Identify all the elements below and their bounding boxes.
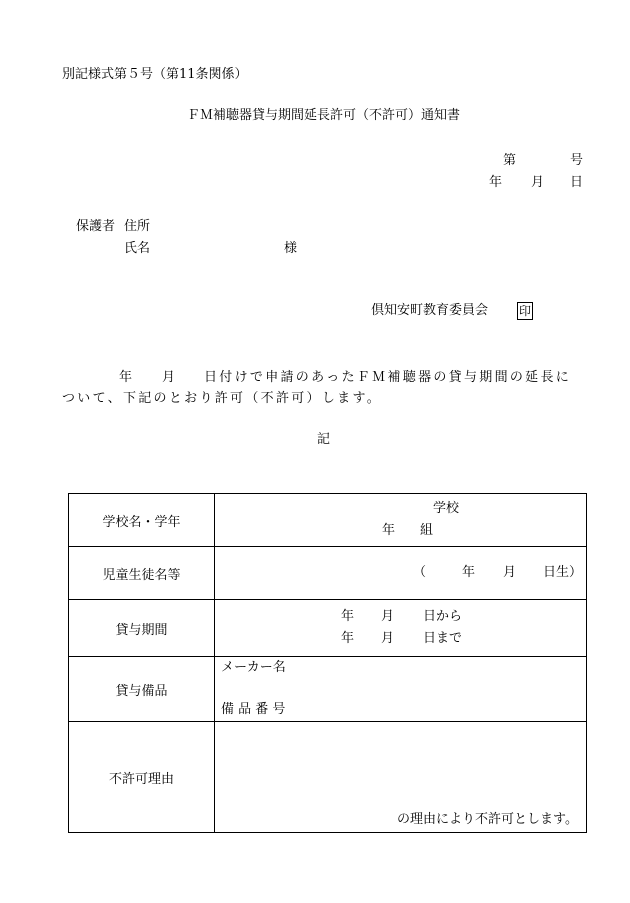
- row-student: [69, 547, 587, 600]
- date-year-label: 年: [489, 175, 503, 190]
- form-number: 別記様式第５号（第11条関係）: [62, 67, 248, 82]
- body-year: 年: [119, 370, 133, 385]
- date-month-label: 月: [531, 175, 545, 190]
- period-cell: [215, 600, 587, 657]
- ki-heading: 記: [317, 432, 331, 447]
- seal-text: 印: [519, 304, 532, 318]
- student-year-label: 年: [462, 565, 476, 580]
- student-open-paren: （: [413, 565, 427, 580]
- row-period: [69, 600, 587, 657]
- reason-cell: [215, 722, 587, 833]
- equipment-cell: [215, 657, 587, 722]
- student-cell: [215, 547, 587, 600]
- row-reason: [69, 722, 587, 833]
- period-to-label: 日まで: [423, 631, 463, 646]
- honorific-sama: 様: [284, 241, 298, 256]
- body-line1: 日付けで申請のあったＦＭ補聴器の貸与期間の延長に: [204, 370, 572, 385]
- date-day-label: 日: [570, 175, 584, 190]
- period-to-year: 年: [341, 631, 355, 646]
- row-equipment: [69, 657, 587, 722]
- issuer-name: 倶知安町教育委員会: [371, 303, 489, 318]
- guardian-label: 保護者: [76, 219, 116, 234]
- period-label: 貸与期間: [69, 600, 215, 657]
- school-class-label: 組: [420, 523, 434, 538]
- number-label-dai: 第: [503, 153, 517, 168]
- name-label: 氏名: [124, 241, 151, 256]
- period-to-month: 月: [381, 631, 395, 646]
- period-from-month: 月: [381, 609, 395, 624]
- address-label: 住所: [124, 219, 151, 234]
- school-cell: [215, 494, 587, 547]
- school-suffix: 学校: [433, 501, 460, 516]
- body-line2: ついて、下記のとおり許可（不許可）します。: [62, 391, 383, 406]
- reason-footer: の理由により不許可とします。: [397, 812, 578, 827]
- equipment-label: 貸与備品: [69, 657, 215, 722]
- student-birth-label: 日生）: [543, 565, 583, 580]
- seal-mark: [517, 302, 533, 320]
- details-table: [68, 493, 587, 833]
- period-from-label: 日から: [423, 609, 463, 624]
- student-month-label: 月: [503, 565, 517, 580]
- serial-number-label: 備 品 番 号: [221, 702, 286, 717]
- body-month: 月: [162, 370, 176, 385]
- maker-name-label: メーカー名: [221, 660, 286, 675]
- reason-label: 不許可理由: [69, 722, 215, 833]
- number-label-go: 号: [570, 153, 584, 168]
- period-from-year: 年: [341, 609, 355, 624]
- document-title: ＦＭ補聴器貸与期間延長許可（不許可）通知書: [187, 108, 461, 123]
- row-school: [69, 494, 587, 547]
- school-label: 学校名・学年: [69, 494, 215, 547]
- student-label: 児童生徒名等: [69, 547, 215, 600]
- school-year-label: 年: [382, 523, 396, 538]
